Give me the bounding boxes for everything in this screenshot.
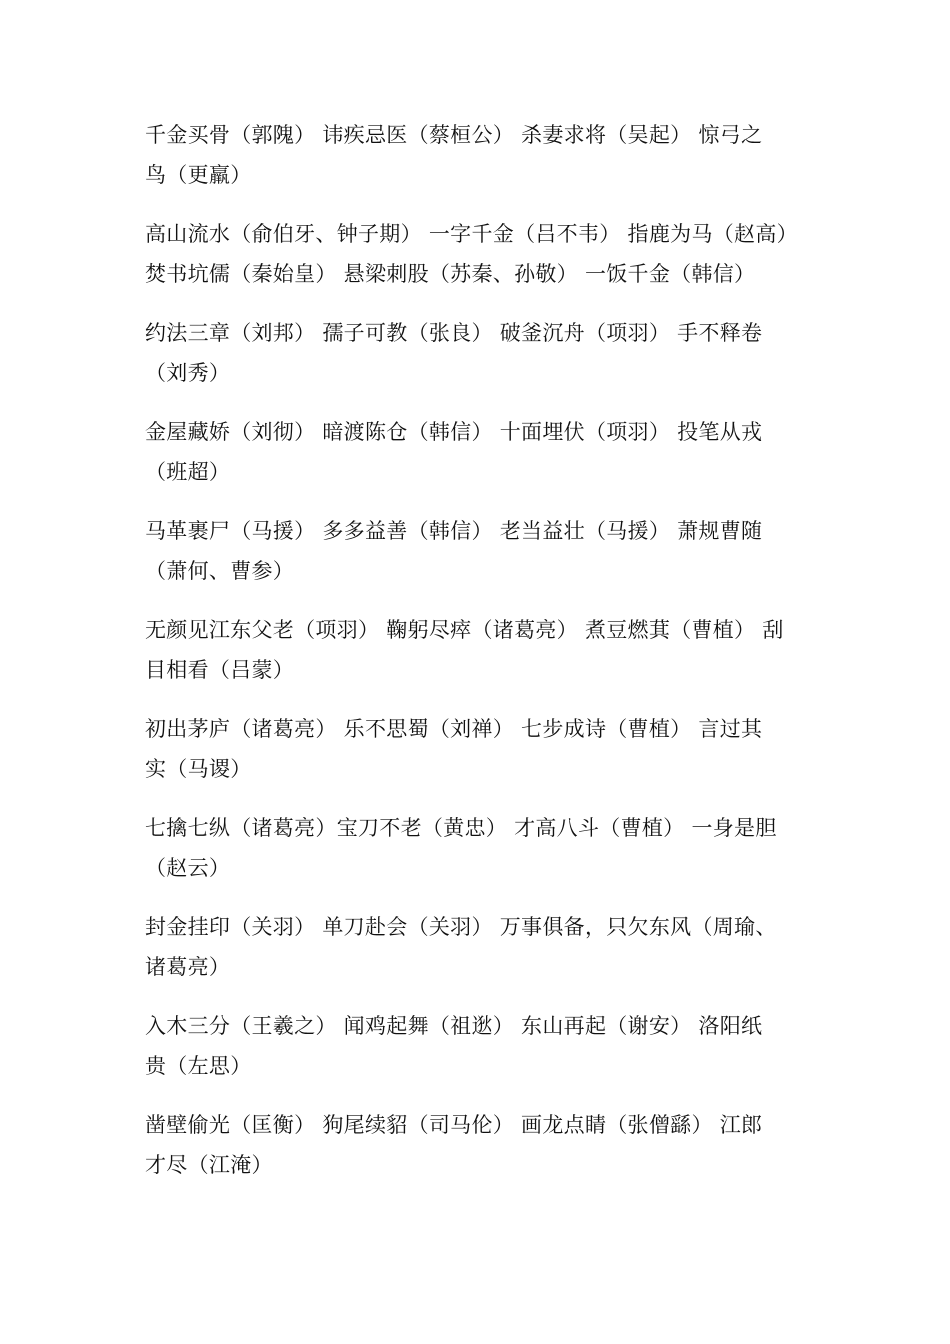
text-line: 高山流水（俞伯牙、钟子期） 一字千金（吕不韦） 指鹿为马（赵高） [145,222,798,246]
idiom-paragraph-5 [145,511,810,591]
idiom-paragraph-1 [145,115,810,195]
text-line: 封金挂印（关羽） 单刀赴会（关羽） 万事俱备，只欠东风（周瑜、 [145,915,777,939]
text-line: （班超） [145,460,231,484]
text-line: 七擒七纵（诸葛亮）宝刀不老（黄忠） 才高八斗（曹植） 一身是胆 [145,816,777,840]
text-line: 焚书坑儒（秦始皇） 悬梁刺股（苏秦、孙敬） 一饭千金（韩信） [145,262,756,286]
text-line: （刘秀） [145,361,231,385]
idiom-paragraph-11 [145,1105,810,1185]
text-line: 无颜见江东父老（项羽） 鞠躬尽瘁（诸葛亮） 煮豆燃萁（曹植） 刮 [145,618,784,642]
idiom-paragraph-3 [145,313,810,393]
idiom-paragraph-4 [145,412,810,492]
text-line: 鸟（更羸） [145,163,252,187]
text-line: 凿壁偷光（匡衡） 狗尾续貂（司马伦） 画龙点睛（张僧繇） 江郎 [145,1113,763,1137]
text-line: （赵云） [145,856,231,880]
text-line: 金屋藏娇（刘彻） 暗渡陈仓（韩信） 十面埋伏（项羽） 投笔从戎 [145,420,763,444]
text-line: 贵（左思） [145,1054,252,1078]
text-line: 入木三分（王羲之） 闻鸡起舞（祖逖） 东山再起（谢安） 洛阳纸 [145,1014,763,1038]
text-line: （萧何、曹参） [145,559,295,583]
text-line: 实（马谡） [145,757,252,781]
text-line: 诸葛亮） [145,955,231,979]
idiom-paragraph-10 [145,1006,810,1086]
text-line: 初出茅庐（诸葛亮） 乐不思蜀（刘禅） 七步成诗（曹植） 言过其 [145,717,763,741]
text-line: 马革裹尸（马援） 多多益善（韩信） 老当益壮（马援） 萧规曹随 [145,519,763,543]
idiom-paragraph-2 [145,214,810,294]
document-body [145,115,810,1204]
text-line: 目相看（吕蒙） [145,658,295,682]
text-line: 约法三章（刘邦） 孺子可教（张良） 破釜沉舟（项羽） 手不释卷 [145,321,763,345]
text-line: 千金买骨（郭隗） 讳疾忌医（蔡桓公） 杀妻求将（吴起） 惊弓之 [145,123,763,147]
idiom-paragraph-6 [145,610,810,690]
idiom-paragraph-9 [145,907,810,987]
text-line: 才尽（江淹） [145,1153,273,1177]
idiom-paragraph-8 [145,808,810,888]
idiom-paragraph-7 [145,709,810,789]
